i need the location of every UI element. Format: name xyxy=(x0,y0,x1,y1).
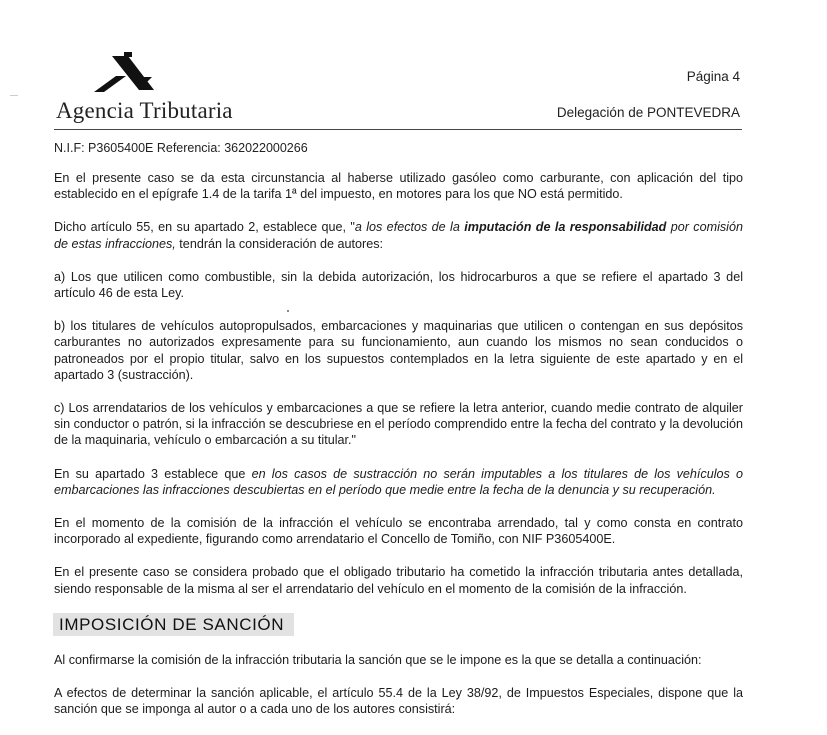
article-55-italic-b: por comisión de estas infracciones, xyxy=(54,220,743,251)
paragraph-article-55 xyxy=(54,219,743,251)
paragraph-arrendado: En el momento de la comisión de la infracción el vehículo se encontraba arrendado, tal y como consta en contrato incorporado al expediente, figurando como arrendatario el Concello de Tomiño, con NIF P3605400E. xyxy=(54,516,743,547)
letterhead xyxy=(0,0,827,155)
paragraph-gasoil: En el presente caso se da esta circunstancia al haberse utilizado gasóleo como carburante, con aplicación del tipo establecido en el epígrafe 1.4 de la tarifa 1ª del impuesto, en motores para los que NO está permitido. xyxy=(54,171,743,202)
article-55-intro: Dicho artículo 55, en su apartado 2, establece que, " xyxy=(54,220,355,235)
agencia-tributaria-logo-icon xyxy=(92,52,172,94)
header-divider xyxy=(54,129,742,130)
article-55-bold: imputación de la responsabilidad xyxy=(464,220,667,235)
paragraph-apartado-3 xyxy=(54,466,743,498)
article-55-end: tendrán la consideración de autores: xyxy=(175,236,384,251)
paragraph-articulo-55-4: A efectos de determinar la sanción aplicable, el artículo 55.4 de la Ley 38/92, de Impuestos Especiales, dispone que la sanción que se imponga al autor o a cada uno de los autores consistirá: xyxy=(54,686,743,717)
paragraph-probado: En el presente caso se considera probado que el obligado tributario ha cometido la infracción tributaria antes detallada, siendo responsable de la misma al ser el arrendatario del vehículo en el momento de la comisión de la infracción. xyxy=(54,565,743,596)
article-55-italic-a: a los efectos de la xyxy=(354,220,465,235)
page-number: Página 4 xyxy=(686,69,740,84)
document-body xyxy=(54,170,743,735)
paragraph-item-b: b) los titulares de vehículos autopropulsados, embarcaciones y maquinarias que utilicen o contengan en sus depósitos carburantes no autorizados expresamente para su funcionamiento, aun cuando los mismos no sean conducidos o patroneados por el propio titular, salvo en los supuestos contemplados en la letra siguiente de este apartado y en el apartado 3 (sustracción). xyxy=(54,319,743,382)
paragraph-item-a: a) Los que utilicen como combustible, sin la debida autorización, los hidrocarburos a que se refiere el apartado 3 del artículo 46 de esta Ley. xyxy=(54,269,743,301)
apartado-3-italic: en los casos de sustracción no serán imputables a los titulares de los vehículos o embarcaciones las infracciones descubiertas en el período que medie entre la fecha de la denuncia y su recuperación. xyxy=(54,466,744,497)
agency-name: Agencia Tributaria xyxy=(56,98,233,123)
reference-line: N.I.F: P3605400E Referencia: 362022000266 xyxy=(54,141,308,155)
section-heading-sancion: IMPOSICIÓN DE SANCIÓN xyxy=(53,613,294,636)
delegation-label: Delegación de PONTEVEDRA xyxy=(556,105,740,120)
paragraph-item-c: c) Los arrendatarios de los vehículos y embarcaciones a que se refiere la letra anterior, cuando medie contrato de alquiler sin conductor o patrón, si la infracción se descubriese en el período comprendido entre la fecha del contrato y la devolución de la maquinaria, vehículo o embarcación a su titular." xyxy=(54,401,743,448)
paragraph-sancion-intro: Al confirmarse la comisión de la infracción tributaria la sanción que se le impone es la que se detalla a continuación: xyxy=(54,653,702,668)
scan-mark xyxy=(10,95,18,96)
apartado-3-intro: En su apartado 3 establece que xyxy=(54,466,252,481)
